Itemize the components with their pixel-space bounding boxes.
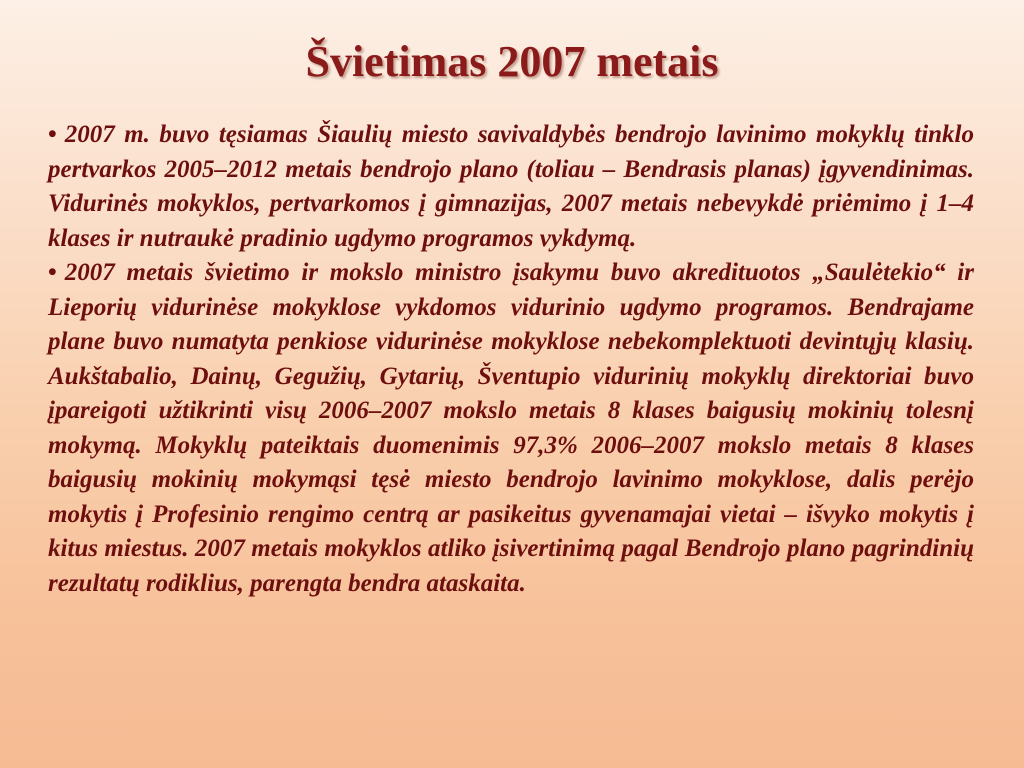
slide-title: Švietimas 2007 metais xyxy=(305,37,719,86)
bullet-list xyxy=(48,118,974,601)
bullet-text: 2007 metais švietimo ir mokslo ministro įsakymu buvo akredituotos „Saulėtekio“ ir Lieporių vidurinėse mokyklose vykdomos vidurinio ugdymo programos. Bendrajame plane buvo numatyta penkiose vidurinėse mokyklose nebekomplektuoti devintųjų klasių. Aukštabalio, Dainų, Gegužių, Gytarių, Šventupio vidurinių mokyklų direktoriai buvo įpareigoti užtikrinti visų 2006–2007 mokslo metais 8 klases baigusių mokinių tolesnį mokymą. Mokyklų pateiktais duomenimis 97,3% 2006–2007 mokslo metais 8 klases baigusių mokinių mokymąsi tęsė miesto bendrojo lavinimo mokyklose, dalis perėjo mokytis į Profesinio rengimo centrą ar pasikeitus gyvenamajai vietai – išvyko mokytis į kitus miestus. 2007 metais mokyklos atliko įsivertinimą pagal Bendrojo plano pagrindinių rezultatų rodiklius, parengta bendra ataskaita. xyxy=(48,259,974,597)
bullet-marker: • xyxy=(48,121,57,148)
bullet-text: 2007 m. buvo tęsiamas Šiaulių miesto savivaldybės bendrojo lavinimo mokyklų tinklo pertvarkos 2005–2012 metais bendrojo plano (toliau – Bendrasis planas) įgyvendinimas. Vidurinės mokyklos, pertvarkomos į gimnazijas, 2007 metais nebevykdė priėmimo į 1–4 klases ir nutraukė pradinio ugdymo programos vykdymą. xyxy=(48,121,974,252)
bullet-item xyxy=(48,118,974,256)
bullet-item xyxy=(48,256,974,601)
bullet-marker: • xyxy=(48,259,57,286)
